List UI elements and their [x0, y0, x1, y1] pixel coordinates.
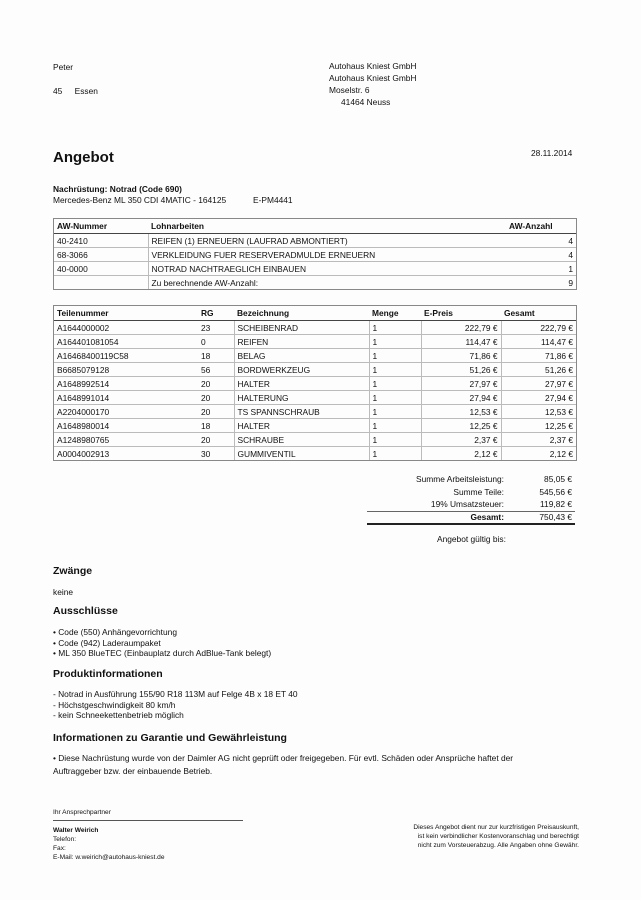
part-desc: HALTER [234, 419, 369, 433]
part-rg: 23 [198, 321, 234, 335]
summary-total-row [367, 511, 575, 524]
part-price: 27,94 € [421, 391, 501, 405]
part-desc: BORDWERKZEUG [234, 363, 369, 377]
table-row [54, 349, 576, 363]
disclaimer-line: ist kein verbindlicher Kostenvoranschlag und berechtigt [417, 833, 579, 840]
part-qty: 1 [369, 335, 421, 349]
page-title: Angebot [53, 149, 114, 166]
vehicle-code: E-PM4441 [253, 195, 293, 205]
part-qty: 1 [369, 419, 421, 433]
labor-count: 1 [506, 262, 576, 276]
sender-address [329, 60, 417, 108]
labor-desc: NOTRAD NACHTRAEGLICH EINBAUEN [148, 262, 506, 276]
offer-date: 28.11.2014 [531, 148, 573, 158]
labor-total-row [54, 276, 576, 290]
warranty-line: • Diese Nachrüstung wurde von der Daimler AG nicht geprüft oder freigegeben. Für evtl. Schäden oder Ansprüche haftet der [53, 753, 514, 763]
disclaimer-line: nicht zum Vorsteuerabzug. Alle Angaben ohne Gewähr. [417, 842, 579, 849]
summary-labor-label: Summe Arbeitsleistung: [416, 473, 504, 484]
part-nr: A1648992514 [54, 377, 198, 391]
part-nr: A1648980014 [54, 419, 198, 433]
table-row [54, 262, 576, 276]
summary-parts: 545,56 € [539, 486, 572, 497]
col-e-preis: E-Preis [421, 306, 501, 321]
summary-row [367, 485, 575, 498]
summary-total-label: Gesamt: [367, 511, 507, 524]
part-qty: 1 [369, 447, 421, 461]
exclusions-list [53, 627, 271, 659]
part-nr: A16468400119C58 [54, 349, 198, 363]
labor-total: 9 [568, 277, 573, 288]
disclaimer-line: Dieses Angebot dient nur zur kurzfristigen Preisauskunft, [413, 824, 579, 831]
labor-count: 4 [506, 234, 576, 248]
part-nr: A0004002913 [57, 448, 110, 459]
labor-table [54, 219, 576, 289]
col-menge: Menge [369, 306, 421, 321]
contact-label: Ihr Ansprechpartner [53, 809, 111, 816]
sender-line: 41464 Neuss [341, 97, 391, 107]
warranty-text [53, 753, 513, 776]
list-item: - Notrad in Ausführung 155/90 R18 113M auf Felge 4B x 18 ET 40 [53, 689, 298, 699]
part-total: 2,12 € [501, 447, 576, 461]
contact-fax: Fax: [53, 845, 66, 852]
part-total: 12,53 € [501, 405, 576, 419]
part-price: 12,25 € [421, 419, 501, 433]
table-row [54, 419, 576, 433]
summary-parts-label: Summe Teile: [453, 486, 504, 497]
part-price: 51,26 € [421, 363, 501, 377]
table-row [54, 377, 576, 391]
col-gesamt: Gesamt [501, 306, 576, 321]
part-nr: A1644000002 [54, 321, 198, 335]
subject: Nachrüstung: Notrad (Code 690) [53, 184, 182, 194]
list-item: • Code (550) Anhängevorrichtung [53, 627, 177, 637]
part-total: 71,86 € [501, 349, 576, 363]
list-item: • Code (942) Laderaumpaket [53, 637, 161, 648]
warranty-title: Informationen zu Garantie und Gewährleistung [53, 732, 287, 744]
valid-until: Angebot gültig bis: [437, 534, 506, 544]
part-qty: 1 [369, 405, 421, 419]
sender-line: Moselstr. 6 [329, 85, 370, 95]
sender-line: Autohaus Kniest GmbH [329, 61, 417, 71]
list-item: - kein Schneekettenbetrieb möglich [53, 710, 184, 720]
col-lohnarbeiten: Lohnarbeiten [148, 219, 506, 234]
col-teilenummer: Teilenummer [54, 306, 198, 321]
part-price: 2,37 € [421, 433, 501, 447]
part-rg: 20 [198, 391, 234, 405]
part-nr: A1648991014 [54, 391, 198, 405]
parts-table-frame [53, 305, 577, 461]
part-nr: A2204000170 [54, 405, 198, 419]
parts-header-row [54, 306, 576, 321]
part-price: 222,79 € [421, 321, 501, 335]
summary-vat-label: 19% Umsatzsteuer: [367, 498, 507, 511]
table-row [54, 335, 576, 349]
part-nr: A164401081054 [54, 335, 198, 349]
labor-table-frame [53, 218, 577, 290]
contact-email: E-Mail: w.weirich@autohaus-kniest.de [53, 854, 165, 861]
part-rg: 0 [198, 335, 234, 349]
parts-table [54, 306, 576, 460]
table-row [54, 391, 576, 405]
part-rg: 30 [201, 448, 211, 459]
part-price: 114,47 € [421, 335, 501, 349]
part-desc: REIFEN [234, 335, 369, 349]
col-bezeichnung: Bezeichnung [234, 306, 369, 321]
part-rg: 56 [198, 363, 234, 377]
part-qty: 1 [369, 363, 421, 377]
table-row [54, 321, 576, 335]
table-row [54, 363, 576, 377]
table-row [54, 248, 576, 262]
col-aw-anzahl: AW-Anzahl [506, 219, 576, 234]
recipient-address [53, 61, 98, 97]
part-qty: 1 [369, 433, 421, 447]
part-desc: BELAG [234, 349, 369, 363]
contact-divider [53, 820, 243, 821]
part-desc: GUMMIVENTIL [234, 447, 369, 461]
part-qty: 1 [369, 377, 421, 391]
recipient-city-line [53, 85, 98, 97]
part-total: 51,26 € [501, 363, 576, 377]
summary-row [367, 498, 575, 511]
part-desc: HALTERUNG [234, 391, 369, 405]
summary-labor: 85,05 € [544, 473, 572, 484]
parts-rows [54, 321, 576, 461]
part-rg: 18 [198, 419, 234, 433]
table-row [54, 405, 576, 419]
list-item: • ML 350 BlueTEC (Einbauplatz durch AdBlue-Tank belegt) [53, 648, 272, 658]
part-price: 71,86 € [421, 349, 501, 363]
part-rg: 20 [198, 405, 234, 419]
part-total: 114,47 € [501, 335, 576, 349]
part-desc: TS SPANNSCHRAUB [234, 405, 369, 419]
constraints-title: Zwänge [53, 565, 93, 577]
product-title: Produktinformationen [53, 668, 163, 680]
list-item: - Höchstgeschwindigkeit 80 km/h [53, 699, 176, 710]
part-qty: 1 [369, 391, 421, 405]
recipient-city: Essen [74, 86, 98, 96]
labor-nr: 40-2410 [54, 234, 148, 248]
labor-desc: VERKLEIDUNG FUER RESERVERADMULDE ERNEUERN [148, 248, 506, 262]
summary-table [367, 472, 575, 525]
part-nr: A1248980765 [54, 433, 198, 447]
labor-header-row [54, 219, 576, 234]
exclusions-title: Ausschlüsse [53, 605, 118, 617]
constraints-text: keine [53, 587, 74, 597]
contact-name: Walter Weirich [53, 827, 99, 834]
product-list [53, 689, 298, 721]
part-total: 2,37 € [501, 433, 576, 447]
part-rg: 18 [198, 349, 234, 363]
table-row [54, 433, 576, 447]
disclaimer [413, 823, 579, 850]
col-rg: RG [198, 306, 234, 321]
summary-row [367, 472, 575, 485]
labor-count: 4 [506, 248, 576, 262]
part-desc: SCHEIBENRAD [234, 321, 369, 335]
recipient-name: Peter [53, 62, 74, 72]
table-row [54, 447, 576, 461]
summary-vat: 119,82 € [507, 498, 575, 511]
contact-phone: Telefon: [53, 836, 77, 843]
part-desc: HALTER [234, 377, 369, 391]
part-total: 27,94 € [501, 391, 576, 405]
part-nr: B6685079128 [54, 363, 198, 377]
labor-nr: 40-0000 [54, 262, 148, 276]
part-rg: 20 [198, 377, 234, 391]
part-total: 12,25 € [501, 419, 576, 433]
contact-block [53, 826, 165, 862]
sender-line: Autohaus Kniest GmbH [329, 73, 417, 83]
part-total: 27,97 € [501, 377, 576, 391]
labor-nr: 68-3066 [54, 248, 148, 262]
labor-desc: REIFEN (1) ERNEUERN (LAUFRAD ABMONTIERT) [148, 234, 506, 248]
part-qty: 1 [369, 321, 421, 335]
table-row [54, 234, 576, 248]
part-desc: SCHRAUBE [234, 433, 369, 447]
labor-total-label: Zu berechnende AW-Anzahl: [148, 276, 506, 290]
part-price: 27,97 € [421, 377, 501, 391]
vehicle: Mercedes-Benz ML 350 CDI 4MATIC - 164125 [53, 195, 227, 205]
part-total: 222,79 € [501, 321, 576, 335]
recipient-zip: 45 [53, 86, 63, 96]
part-price: 12,53 € [421, 405, 501, 419]
col-aw-nummer: AW-Nummer [54, 219, 148, 234]
part-price: 2,12 € [421, 447, 501, 461]
part-rg: 20 [198, 433, 234, 447]
warranty-line: Auftraggeber bzw. der einbauende Betrieb. [53, 765, 213, 776]
summary-total: 750,43 € [507, 511, 575, 524]
part-qty: 1 [369, 349, 421, 363]
